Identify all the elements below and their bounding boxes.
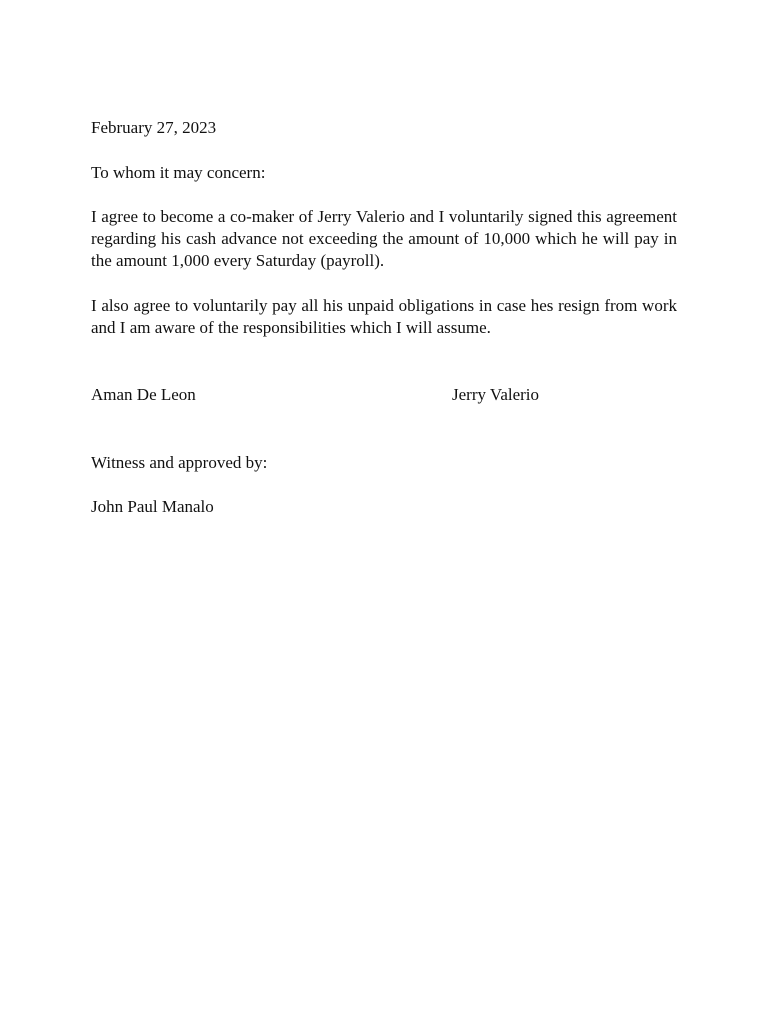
witness-label: Witness and approved by: — [91, 453, 268, 472]
letter-date: February 27, 2023 — [91, 118, 217, 137]
signatory-borrower: Jerry Valerio — [452, 385, 540, 404]
signatory-co-maker: Aman De Leon — [91, 385, 196, 404]
letter-salutation: To whom it may concern: — [91, 163, 266, 182]
witness-name: John Paul Manalo — [91, 497, 214, 516]
agreement-paragraph-2: I also agree to voluntarily pay all his unpaid obligations in case hes resign from work and I am aware of the responsibilities which I will assume. — [91, 296, 677, 337]
agreement-paragraph-1: I agree to become a co-maker of Jerry Valerio and I voluntarily signed this agreement regarding his cash advance not exceeding the amount of 10,000 which he will pay in the amount 1,000 every Saturday (payroll). — [91, 207, 677, 270]
